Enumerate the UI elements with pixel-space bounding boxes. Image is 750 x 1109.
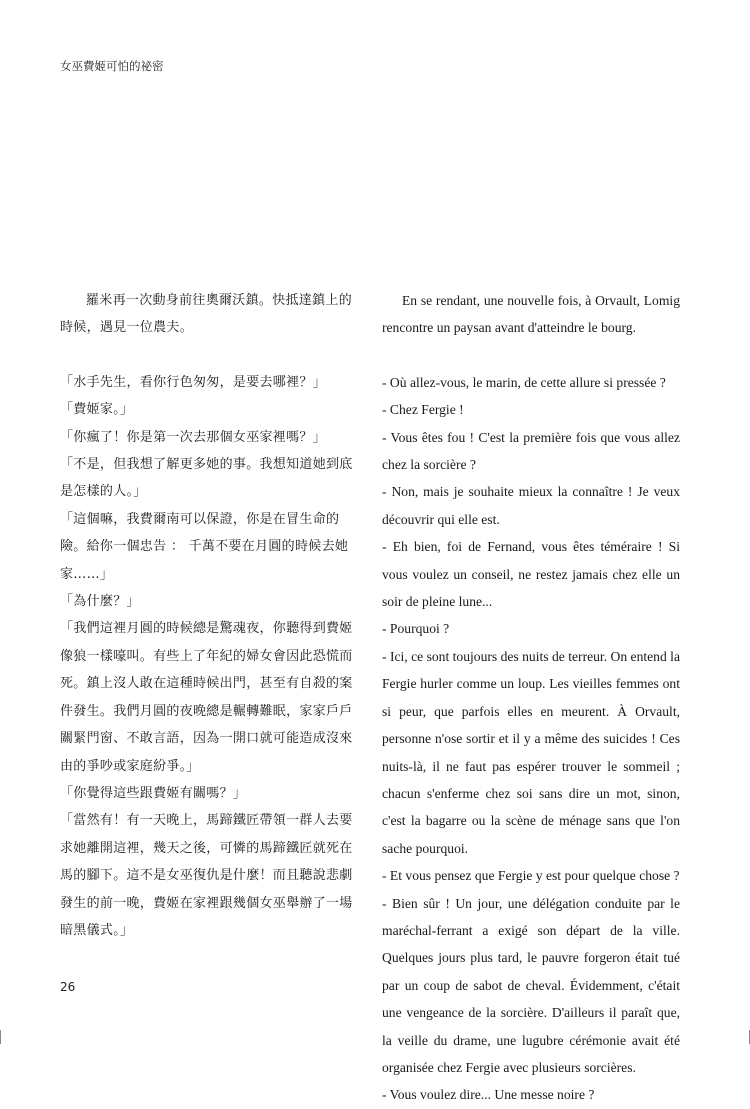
fr-dialogue-line: - Pourquoi ? xyxy=(382,621,450,637)
french-text-column xyxy=(382,287,680,1109)
zh-dialogue-line: 「我們這裡月圓的時候總是驚魂夜，你聽得到費姬像狼一樣嚎叫。有些上了年紀的婦女會因此恐慌而死。鎮上沒人敢在這種時候出門，甚至有自殺的案件發生。我們月圓的夜晚總是輾轉難眠，家家戶戶關緊門窗、不敢言語，因為一開口就可能造成沒來由的爭吵或家庭紛爭。」 xyxy=(60,621,353,774)
zh-dialogue-line: 「不是，但我想了解更多她的事。我想知道她到底是怎樣的人。」 xyxy=(60,457,353,500)
zh-dialogue-line: 「費姬家。」 xyxy=(60,402,134,418)
fr-dialogue-line: - Et vous pensez que Fergie y est pour quelque chose ? xyxy=(382,868,680,884)
fr-dialogue-line: - Ici, ce sont toujours des nuits de terreur. On entend la Fergie hurler comme un loup. Les vieilles femmes ont si peur, que parfois elles en meurent. À Orvault, personne n'ose sortir et il y a même des suicides ! Ces nuits-là, il ne faut pas espérer trouver le sommeil ; chacun s'enferme chez soi sans dire un mot, sinon, c'est la bagarre ou la scène de ménage sans que l'on sache pourquoi. xyxy=(382,648,680,856)
fr-dialogue-line: - Bien sûr ! Un jour, une délégation conduite par le maréchal-ferrant a exigé son départ de la ville. Quelques jours plus tard, le pauvre forgeron était tué par un coup de sabot de cheval. Évidemment, c'était une vengeance de la sorcière. D'ailleurs il paraît que, la veille du drame, une lugubre cérémonie avait été organisée chez Fergie avec plusieurs sorcières. xyxy=(382,895,680,1075)
page-number: 26 xyxy=(60,980,76,994)
fr-dialogue-line: - Vous voulez dire... Une messe noire ? xyxy=(382,1087,595,1103)
fr-dialogue-line: - Eh bien, foi de Fernand, vous êtes téméraire ! Si vous voulez un conseil, ne restez jamais chez elle un soir de pleine lune... xyxy=(382,539,680,610)
running-header: 女巫費姬可怕的祕密 xyxy=(60,59,164,73)
fr-dialogue-line: - Non, mais je souhaite mieux la connaître ! Je veux découvrir qui elle est. xyxy=(382,484,680,527)
fr-dialogue-line: - Vous êtes fou ! C'est la première fois que vous allez chez la sorcière ? xyxy=(382,429,680,473)
crop-mark-left xyxy=(0,1030,1,1044)
zh-dialogue-line: 「這個嘛，我費爾南可以保證，你是在冒生命的險。給你一個忠告 ： 千萬不要在月圓的時候去她家……」 xyxy=(60,511,349,582)
zh-dialogue-line: 「水手先生，看你行色匆匆，是要去哪裡？」 xyxy=(60,374,327,390)
fr-dialogue-line: - Chez Fergie ! xyxy=(382,402,464,418)
zh-dialogue-line: 「你瘋了！你是第一次去那個女巫家裡嗎？」 xyxy=(60,429,327,445)
zh-dialogue-line: 「當然有！有一天晚上，馬蹄鐵匠帶領一群人去要求她離開這裡，幾天之後，可憐的馬蹄鐵匠就死在馬的腳下。這不是女巫復仇是什麼！而且聽說悲劇發生的前一晚，費姬在家裡跟幾個女巫舉辦了一場暗黑儀式。」 xyxy=(60,813,353,938)
chinese-text-column xyxy=(60,287,360,944)
zh-paragraph-intro: 羅米再一次動身前往奧爾沃鎮。快抵達鎮上的時候，遇見一位農夫。 xyxy=(60,293,353,336)
zh-dialogue-line: 「為什麼？」 xyxy=(60,594,140,610)
fr-dialogue-line: - Où allez-vous, le marin, de cette allure si pressée ? xyxy=(382,374,666,390)
zh-dialogue-line: 「你覺得這些跟費姬有關嗎？」 xyxy=(60,785,247,801)
fr-paragraph-intro: En se rendant, une nouvelle fois, à Orvault, Lomig rencontre un paysan avant d'atteindre le bourg. xyxy=(382,293,680,336)
